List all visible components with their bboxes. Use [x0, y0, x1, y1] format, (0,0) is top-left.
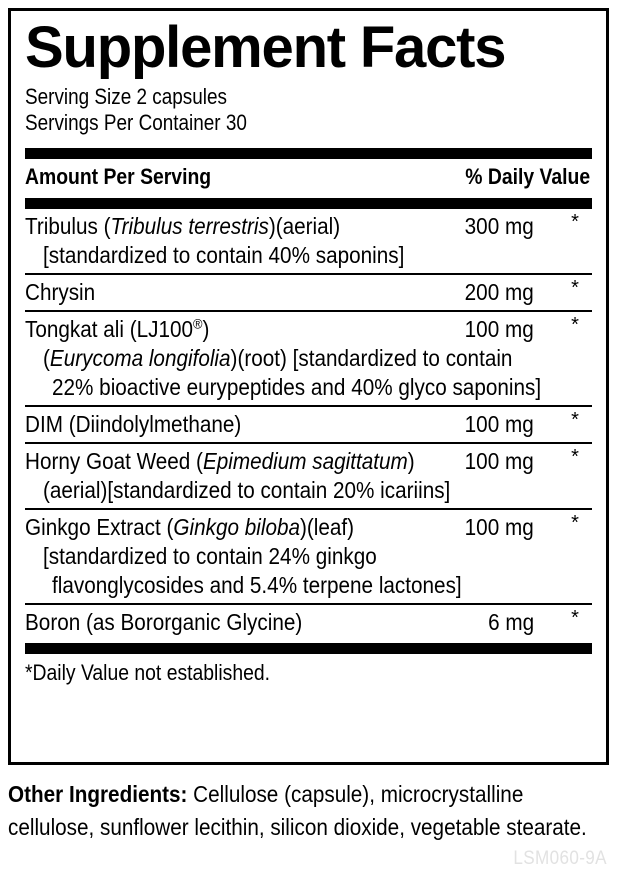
- ingredient-row: [25, 605, 592, 640]
- other-ingredients-label: Other Ingredients:: [8, 781, 188, 807]
- ingredient-amount: 6 mg: [487, 609, 534, 635]
- serving-size: Serving Size 2 capsules: [25, 84, 227, 109]
- ingredient-name: Horny Goat Weed (Epimedium sagittatum): [25, 448, 415, 474]
- other-ingredients: [8, 778, 612, 844]
- header-top-rule: [25, 148, 592, 159]
- header-bottom-rule: [25, 198, 592, 209]
- ingredient-daily-value: *: [571, 211, 579, 233]
- ingredient-latin-name: Eurycoma longifolia: [49, 345, 231, 371]
- ingredient-daily-value: *: [571, 607, 579, 629]
- ingredient-amount: 100 mg: [464, 411, 534, 437]
- ingredient-first-line: [25, 277, 592, 307]
- ingredient-daily-value: *: [571, 446, 579, 468]
- column-header-row: [25, 159, 592, 194]
- ingredient-detail-line: 22% bioactive eurypeptides and 40% glyco saponins]: [52, 374, 542, 400]
- ingredient-first-line: [25, 512, 592, 542]
- ingredient-name: DIM (Diindolylmethane): [25, 411, 242, 437]
- ingredient-row: [25, 510, 592, 605]
- serving-info: [25, 84, 592, 136]
- ingredient-latin-name: Tribulus terrestris: [110, 213, 269, 239]
- ingredient-first-line: [25, 211, 592, 241]
- panel-title: Supplement Facts: [25, 15, 506, 80]
- ingredient-amount: 100 mg: [464, 448, 534, 474]
- ingredient-name: Ginkgo Extract (Ginkgo biloba)(leaf): [25, 514, 355, 540]
- ingredient-row: [25, 209, 592, 275]
- ingredient-row: [25, 444, 592, 510]
- ingredient-daily-value: *: [571, 512, 579, 534]
- ingredient-row: [25, 312, 592, 407]
- ingredient-detail-line: [standardized to contain 40% saponins]: [43, 242, 405, 268]
- ingredient-first-line: [25, 314, 592, 344]
- ingredient-daily-value: *: [571, 409, 579, 431]
- product-code: LSM060-9A: [513, 848, 607, 869]
- supplement-facts-box: [8, 8, 609, 765]
- ingredient-name: Boron (as Bororganic Glycine): [25, 609, 303, 635]
- ingredient-amount: 100 mg: [464, 316, 534, 342]
- ingredient-amount: 100 mg: [464, 514, 534, 540]
- ingredient-detail-line: (aerial)[standardized to contain 20% icariins]: [43, 477, 451, 503]
- ingredient-detail-line: (Eurycoma longifolia)(root) [standardized to contain: [43, 345, 513, 371]
- ingredient-latin-name: Epimedium sagittatum: [202, 448, 408, 474]
- ingredient-daily-value: *: [571, 314, 579, 336]
- footnote-top-rule: [25, 643, 592, 654]
- ingredient-first-line: [25, 446, 592, 476]
- servings-per-container: Servings Per Container 30: [25, 110, 247, 135]
- ingredient-amount: 200 mg: [464, 279, 534, 305]
- other-ingredients-line-2: cellulose, sunflower lecithin, silicon dioxide, vegetable stearate.: [8, 814, 587, 840]
- ingredient-detail-line: flavonglycosides and 5.4% terpene lactones]: [52, 572, 462, 598]
- daily-value-footnote: *Daily Value not established.: [25, 660, 271, 685]
- ingredient-name: Tongkat ali (LJ100®): [25, 316, 210, 342]
- ingredient-first-line: [25, 607, 592, 637]
- ingredient-first-line: [25, 409, 592, 439]
- ingredient-name: Chrysin: [25, 279, 96, 305]
- registered-trademark-icon: ®: [193, 316, 203, 333]
- ingredient-amount: 300 mg: [464, 213, 534, 239]
- ingredient-row: [25, 407, 592, 444]
- column-header-amount: Amount Per Serving: [25, 164, 212, 189]
- ingredient-row: [25, 275, 592, 312]
- ingredient-rows: [25, 209, 592, 640]
- column-header-daily-value: % Daily Value: [465, 164, 591, 189]
- other-ingredients-line-1: [8, 778, 552, 811]
- ingredient-latin-name: Ginkgo biloba: [173, 514, 300, 540]
- other-ingredients-text-1: Cellulose (capsule), microcrystalline: [187, 781, 524, 807]
- ingredient-name: Tribulus (Tribulus terrestris)(aerial): [25, 213, 341, 239]
- ingredient-detail-line: [standardized to contain 24% ginkgo: [43, 543, 377, 569]
- ingredient-daily-value: *: [571, 277, 579, 299]
